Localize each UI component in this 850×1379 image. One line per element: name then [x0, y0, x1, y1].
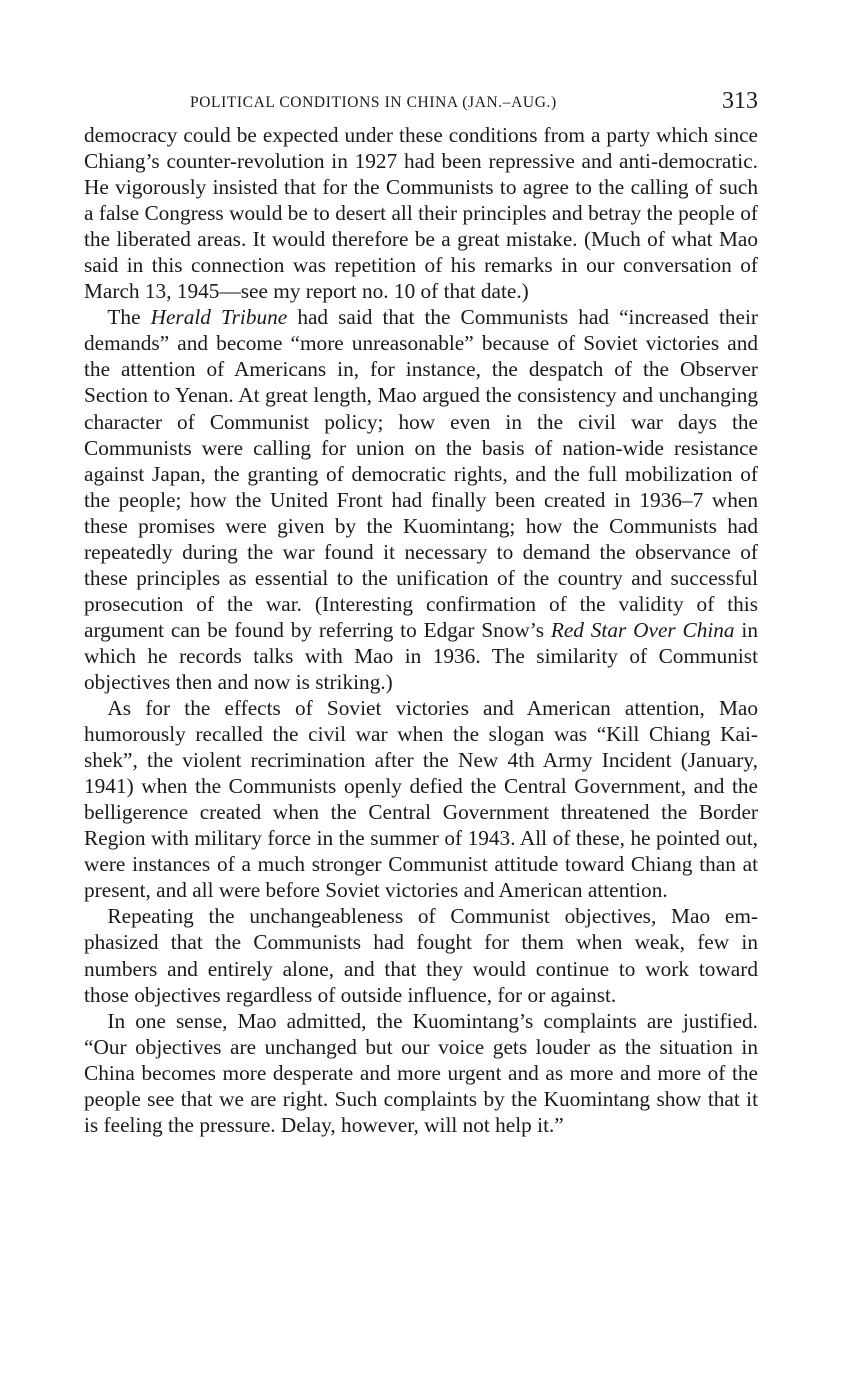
paragraph-text: The	[107, 305, 151, 330]
paragraph-text: In one sense, Mao admitted, the Kuomintang’s complaints are justified. “Our objectives are unchanged but our voice gets louder as the situation in China becomes more desperate and more urgent and as more and more of the people see that we are right. Such complaints by the Kuomintang show that it is feeling the pressure. Delay, however, will not help it.”	[84, 1008, 758, 1137]
paragraph-4	[84, 903, 758, 1007]
paragraph-5	[84, 1008, 758, 1138]
book-title: Red Star Over China	[550, 617, 735, 642]
paragraph-text: Repeating the unchangeableness of Communist objectives, Mao emphasized that the Communists had fought for them when weak, few in numbers and entirely alone, and that they would continue to work toward those objectives regardless of outside influence, for or against.	[84, 904, 758, 1007]
paragraph-text: As for the effects of Soviet victories and American attention, Mao humorously recalled the civil war when the slogan was “Kill Chiang Kai-shek”, the violent recrimination after the New 4th Army Incident (January, 1941) when the Communists openly defied the Central Government, and the belligerence created when the Central Government threatened the Border Region with military force in the summer of 1943. All of these, he pointed out, were instances of a much stronger Communist attitude toward Chiang than at present, and all were before Soviet victories and American attention.	[84, 696, 758, 903]
paragraph-2	[84, 304, 758, 695]
paragraph-text: had said that the Communists had “increased their demands” and become “more unreasonable” because of Soviet victories and the attention of Americans in, for instance, the despatch of the Observer Section to Yenan. At great length, Mao argued the consistency and unchanging character of Communist policy; how even in the civil war days the Communists were calling for union on the basis of nation-wide resistance against Japan, the granting of democratic rights, and the full mobilization of the people; how the United Front had finally been created in 1936–7 when these promises were given by the Kuomintang; how the Communists had repeatedly during the war found it necessary to demand the observance of these principles as essential to the unification of the country and successful prosecution of the war. (Interesting confirmation of the validity of this argument can be found by referring to Edgar Snow’s	[84, 305, 759, 642]
page-number: 313	[722, 88, 758, 114]
paragraph-3	[84, 695, 758, 903]
paragraph-text: democracy could be expected under these conditions from a party which since Chiang’s counter-revolution in 1927 had been repressive and anti-democratic. He vigorously insisted that for the Communists to agree to the calling of such a false Congress would be to desert all their principles and betray the people of the liberated areas. It would therefore be a great mistake. (Much of what Mao said in this connection was repetition of his remarks in our conversation of March 13, 1945—see my report no. 10 of that date.)	[84, 123, 758, 304]
running-title: POLITICAL CONDITIONS IN CHINA (JAN.–AUG.)	[190, 94, 557, 111]
newspaper-title: Herald Tribune	[150, 305, 288, 330]
body-text	[84, 122, 758, 1138]
document-page	[84, 88, 758, 1138]
paragraph-text: in which he records talks with Mao in 1936. The similarity of Communist objectives then and now is striking.)	[84, 617, 758, 694]
running-header	[84, 88, 758, 122]
paragraph-1	[84, 122, 758, 304]
